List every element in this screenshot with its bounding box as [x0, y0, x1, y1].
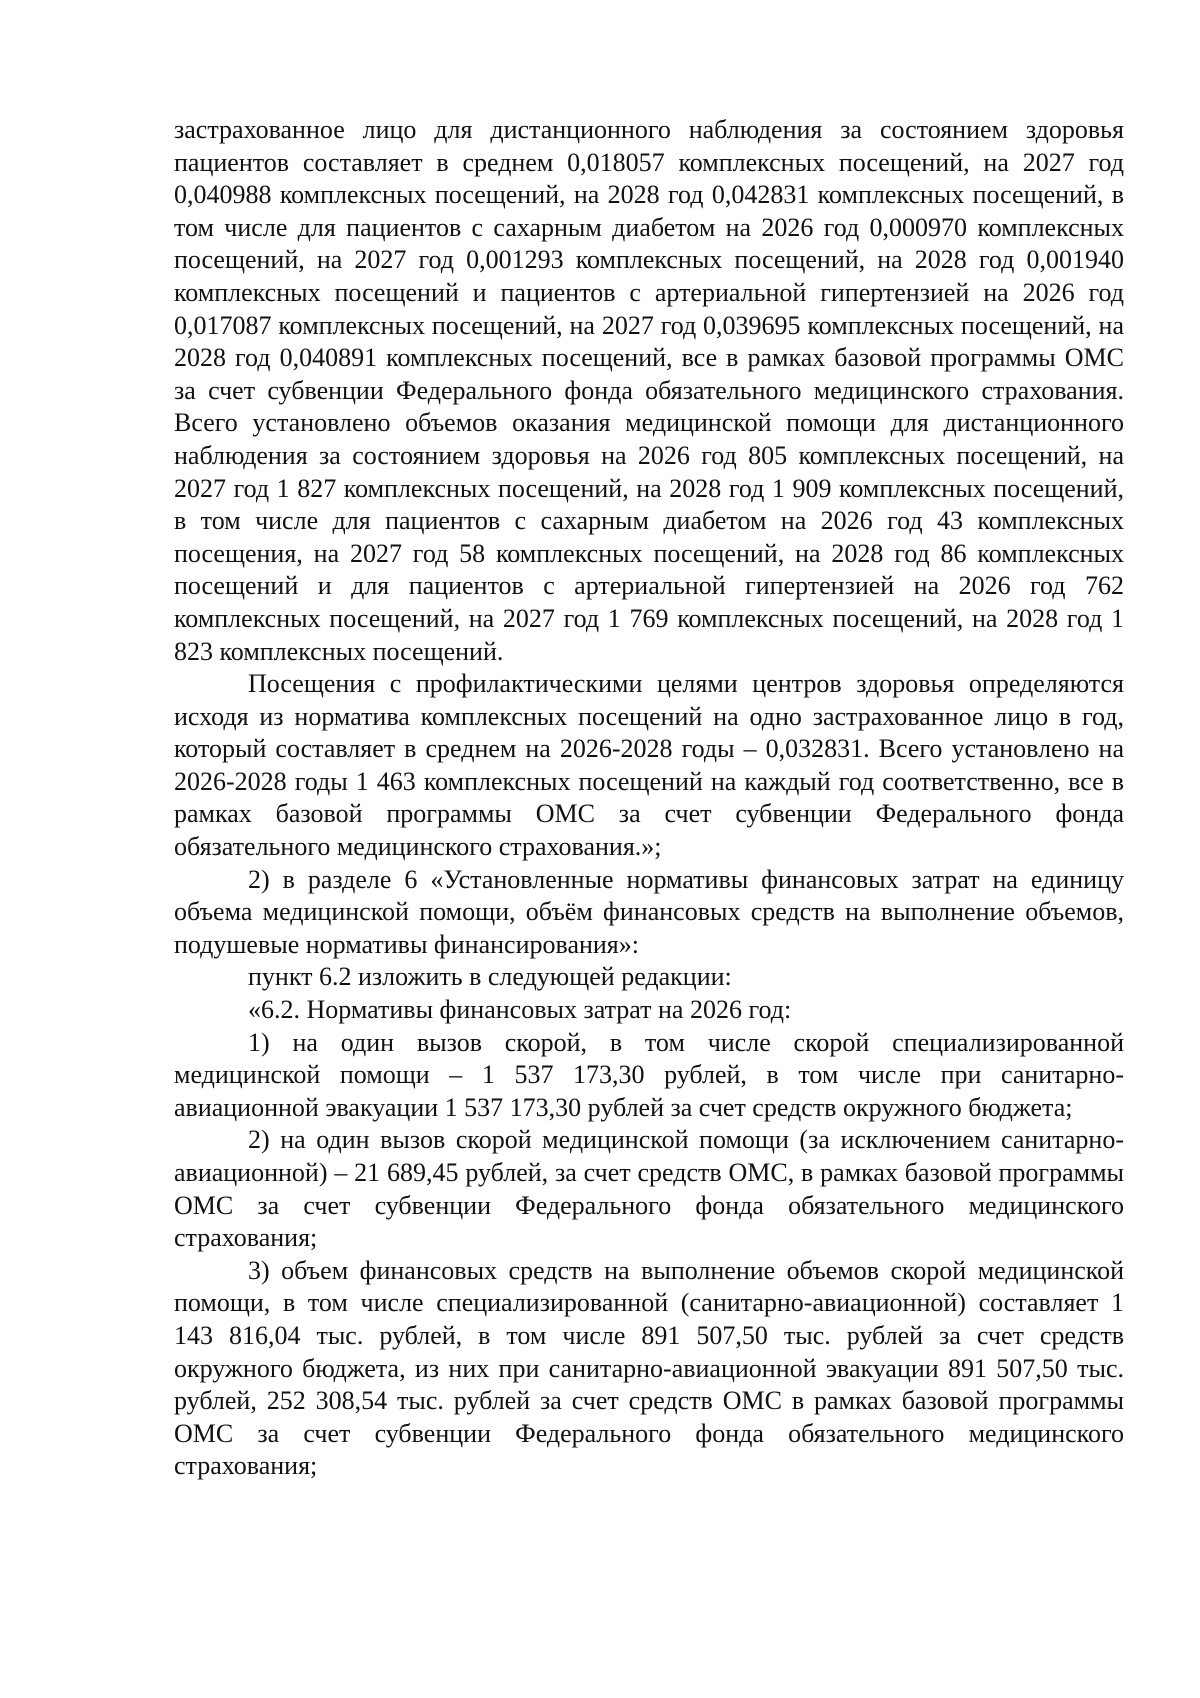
paragraph-item-6-2-intro: пункт 6.2 изложить в следующей редакции: — [248, 962, 732, 992]
paragraph-list-item-1: 1) на один вызов скорой, в том числе скорой специализированной медицинской помощи – 1 537 173,30 рублей, в том числе при санитарно-авиационной эвакуации 1 537 173,30 рублей за счет средств окружного бюджета; — [174, 1027, 1124, 1122]
paragraph-health-centers: Посещения с профилактическими целями центров здоровья определяются исходя из норматива комплексных посещений на одно застрахованное лицо в год, который составляет в среднем на 2026-2028 годы – 0,032831. Всего установлено на 2026-2028 годы 1 463 комплексных посещений на каждый год соответственно, все в рамках базовой программы ОМС за счет субвенции Федерального фонда обязательного медицинского страхования.»; — [174, 669, 1124, 862]
paragraph-item-6-2-heading: «6.2. Нормативы финансовых затрат на 2026 год: — [248, 995, 792, 1025]
paragraph-continuation: застрахованное лицо для дистанционного наблюдения за состоянием здоровья пациентов составляет в среднем 0,018057 комплексных посещений, на 2027 год 0,040988 комплексных посещений, на 2028 год 0,042831 комплексных посещений, в том числе для пациентов с сахарным диабетом на 2026 год 0,000970 комплексных посещений, на 2027 год 0,001293 комплексных посещений, на 2028 год 0,001940 комплексных посещений и пациентов с артериальной гипертензией на 2026 год 0,017087 комплексных посещений, на 2027 год 0,039695 комплексных посещений, на 2028 год 0,040891 комплексных посещений, все в рамках базовой программы ОМС за счет субвенции Федерального фонда обязательного медицинского страхования. Всего установлено объемов оказания медицинской помощи для дистанционного наблюдения за состоянием здоровья на 2026 год 805 комплексных посещений, на 2027 год 1 827 комплексных посещений, на 2028 год 1 909 комплексных посещений, в том числе для пациентов с сахарным диабетом на 2026 год 43 комплексных посещения, на 2027 год 58 комплексных посещений, на 2028 год 86 комплексных посещений и для пациентов с артериальной гипертензией на 2026 год 762 комплексных посещений, на 2027 год 1 769 комплексных посещений, на 2028 год 1 823 комплексных посещений. — [174, 115, 1124, 666]
paragraph-list-item-3: 3) объем финансовых средств на выполнение объемов скорой медицинской помощи, в том числе специализированной (санитарно-авиационной) составляет 1 143 816,04 тыс. рублей, в том числе 891 507,50 тыс. рублей за счет средств окружного бюджета, из них при санитарно-авиационной эвакуации 891 507,50 тыс. рублей, 252 308,54 тыс. рублей за счет средств ОМС в рамках базовой программы ОМС за счет субвенции Федерального фонда обязательного медицинского страхования; — [174, 1255, 1124, 1481]
paragraph-section-6: 2) в разделе 6 «Установленные нормативы финансовых затрат на единицу объема медицинской помощи, объём финансовых средств на выполнение объемов, подушевые нормативы финансирования»: — [174, 864, 1124, 959]
paragraph-list-item-2: 2) на один вызов скорой медицинской помощи (за исключением санитарно-авиационной) – 21 689,45 рублей, за счет средств ОМС, в рамках базовой программы ОМС за счет субвенции Федерального фонда обязательного медицинского страхования; — [174, 1125, 1124, 1253]
document-body — [174, 114, 1124, 1483]
